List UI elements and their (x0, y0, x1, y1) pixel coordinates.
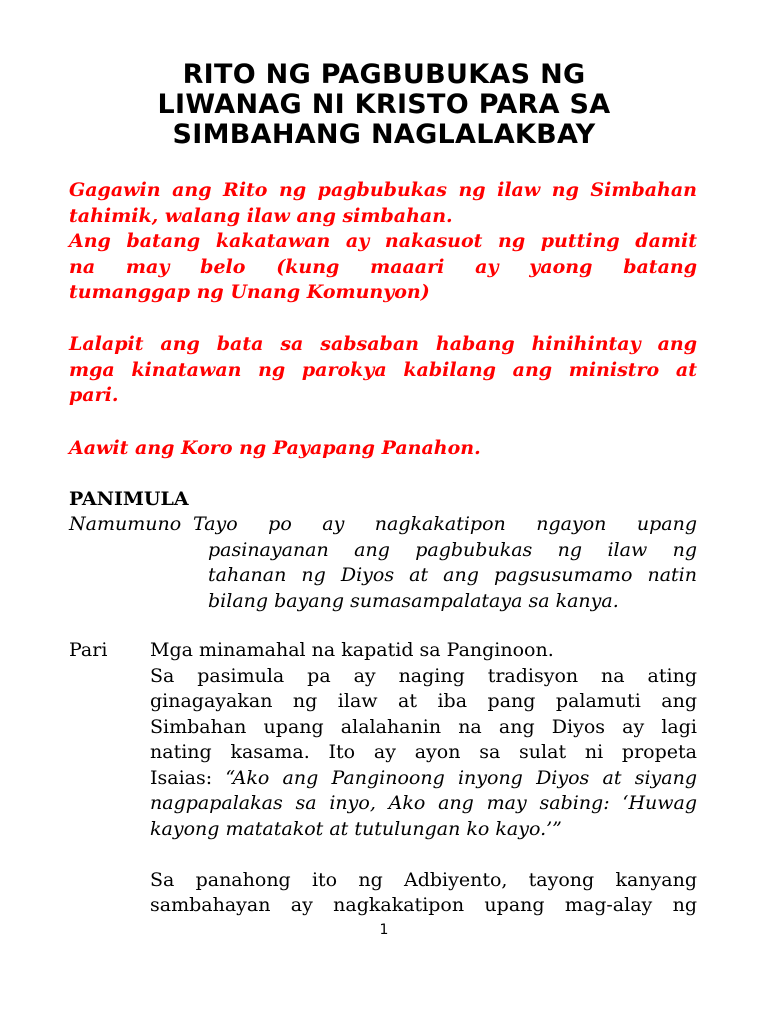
speech-line: Tayo po ay nagkakatipon ngayon upang (193, 513, 697, 535)
speech-line: Simbahan upang alalahanin na ang Diyos ay lagi (150, 715, 697, 738)
speech-line: Sa panahong ito ng Adbiyento, tayong kanyang (150, 868, 697, 891)
pari-block (69, 638, 697, 918)
speech-line: tahanan ng Diyos at ang pagsusumamo natin (208, 564, 697, 586)
rubric-line: Ang batang kakatawan ay nakasuot ng putting damit (69, 230, 697, 252)
rubric-line: Lalapit ang bata sa sabsaban habang hinihintay ang (69, 333, 697, 355)
pari-speech (150, 638, 697, 919)
speaker-label: Pari (69, 639, 108, 661)
rubric-line: tumanggap ng Unang Komunyon) (69, 281, 430, 303)
page-title (60, 60, 708, 150)
rubric-paragraph-3 (69, 436, 697, 462)
speaker-label: Namumuno (69, 513, 182, 535)
namumuno-speech (193, 512, 697, 614)
page-number: 1 (379, 922, 389, 938)
rubric-line: tahimik, walang ilaw ang simbahan. (69, 204, 453, 227)
speech-line: bilang bayang sumasampalataya sa kanya. (208, 589, 619, 612)
rubric-paragraph-2 (69, 332, 697, 409)
speech-text: Isaias: (150, 766, 226, 789)
rubric-paragraph-1 (69, 178, 697, 306)
speech-line: Mga minamahal na kapatid sa Panginoon. (150, 639, 554, 661)
speech-line: ginagayakan ng ilaw at iba pang palamuti ang (150, 690, 697, 712)
speech-line: sambahayan ay nagkakatipon upang mag-alay ng (150, 894, 697, 916)
rubric-line: Gagawin ang Rito ng pagbubukas ng ilaw ng Simbahan (69, 179, 697, 201)
quoted-scripture: “Ako ang Panginoong inyong Diyos at siyang (225, 766, 697, 789)
title-line-2: LIWANAG NI KRISTO PARA SA (157, 89, 611, 120)
speech-line: nating kasama. Ito ay ayon sa sulat ni propeta (150, 741, 697, 763)
title-line-1: RITO NG PAGBUBUKAS NG (182, 59, 586, 90)
speech-line: kayong matatakot at tutulungan ko kayo.’” (150, 817, 562, 840)
rubric-line: na may belo (kung maaari ay yaong batang (69, 255, 697, 278)
title-line-3: SIMBAHANG NAGLALAKBAY (172, 119, 596, 150)
rubric-line: Aawit ang Koro ng Payapang Panahon. (69, 437, 481, 459)
section-heading: PANIMULA (69, 488, 189, 510)
speech-line: pasinayanan ang pagbubukas ng ilaw ng (208, 538, 697, 561)
rubric-line: mga kinatawan ng parokya kabilang ang ministro at (69, 358, 697, 381)
namumuno-block (69, 512, 697, 616)
rubric-line: pari. (69, 384, 119, 406)
speech-line: nagpapalakas sa inyo, Ako ang may sabing: ‘Huwag (150, 792, 697, 814)
speech-line: Sa pasimula pa ay naging tradisyon na ating (150, 664, 697, 687)
paragraph-spacer (150, 842, 697, 868)
speech-line-quote (150, 766, 697, 792)
